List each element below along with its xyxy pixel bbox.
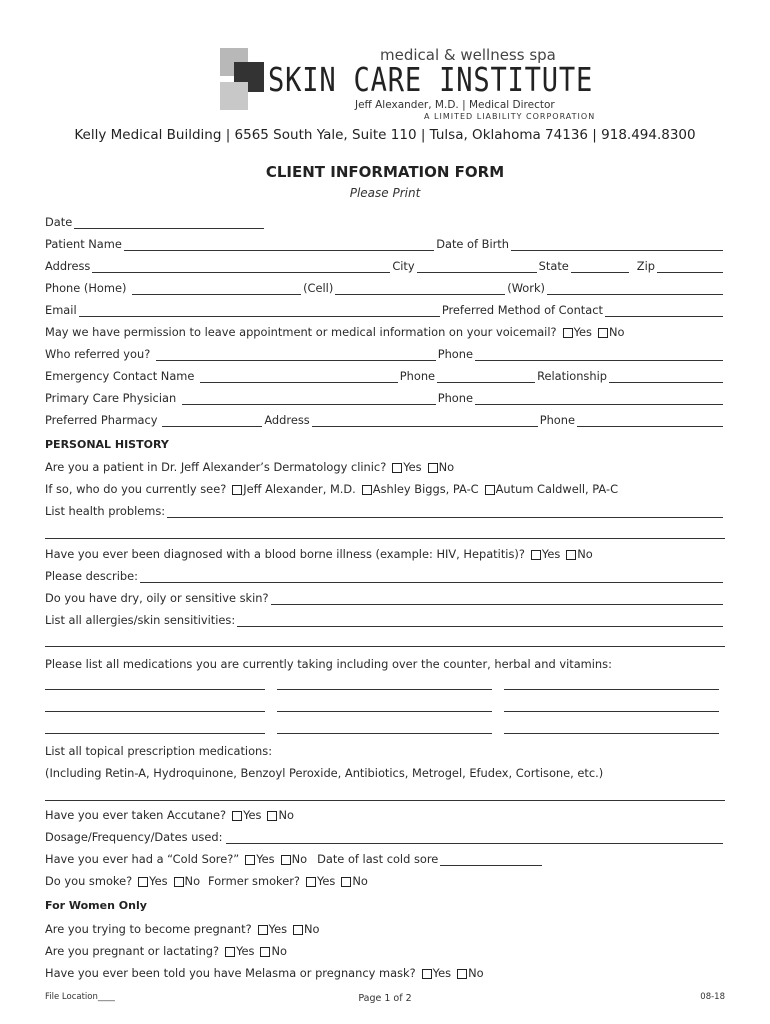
voicemail-yes-label: Yes <box>573 325 592 339</box>
blood-no-checkbox[interactable] <box>566 550 576 560</box>
primary-care-phone-label: Phone <box>437 391 473 405</box>
voicemail-no-label: No <box>608 325 625 339</box>
last-cold-sore-label: Date of last cold sore <box>317 852 439 866</box>
zip-label: Zip <box>636 259 655 273</box>
row-blood <box>45 545 725 561</box>
doctor-2-checkbox[interactable] <box>485 485 495 495</box>
pregnant-now-yes-label: Yes <box>236 944 255 958</box>
voicemail-question: May we have permission to leave appointment or medical information on your voicemail? <box>45 325 557 339</box>
logo-tagline: medical & wellness spa <box>380 46 556 64</box>
dob-field[interactable] <box>511 239 723 251</box>
state-label: State <box>538 259 569 273</box>
derm-yes-label: Yes <box>403 460 422 474</box>
row-smoke <box>45 872 725 888</box>
logo-brand: SKIN CARE INSTITUTE <box>268 60 594 99</box>
row-dosage <box>45 828 725 844</box>
address-label: Address <box>45 259 91 273</box>
clinic-address: Kelly Medical Building | 6565 South Yale, Suite 110 | Tulsa, Oklahoma 74136 | 918.494.8300 <box>74 127 696 143</box>
row-emergency <box>45 367 725 383</box>
emergency-phone-label: Phone <box>399 369 436 383</box>
row-phones <box>45 279 725 295</box>
medications-label: Please list all medications you are currently taking including over the counter, herbal and vitamins: <box>45 657 612 671</box>
former-no-label: No <box>352 874 368 888</box>
city-label: City <box>392 259 415 273</box>
accutane-question: Have you ever taken Accutane? <box>45 808 227 822</box>
patient-name-label: Patient Name <box>45 237 122 251</box>
row-skin <box>45 589 725 605</box>
cold-sore-yes-label: Yes <box>256 852 275 866</box>
address-field[interactable] <box>92 261 390 273</box>
emergency-label: Emergency Contact Name <box>45 369 195 383</box>
referred-phone-field[interactable] <box>475 349 723 361</box>
medication-line[interactable] <box>504 711 719 712</box>
melasma-yes-label: Yes <box>432 966 452 980</box>
cell-label: (Cell) <box>303 281 334 295</box>
row-derm <box>45 458 725 474</box>
medication-line[interactable] <box>504 733 719 734</box>
former-yes-checkbox[interactable] <box>306 877 316 887</box>
derm-question: Are you a patient in Dr. Jeff Alexander’s Dermatology clinic? <box>45 460 387 474</box>
allergies-field[interactable] <box>237 615 723 627</box>
doctor-1-label: Ashley Biggs, PA-C <box>372 482 479 496</box>
women-heading: For Women Only <box>45 899 147 912</box>
row-referred <box>45 345 725 361</box>
row-melasma <box>45 964 725 980</box>
page-number: Page 1 of 2 <box>358 993 412 1004</box>
city-field[interactable] <box>417 261 537 273</box>
blood-question: Have you ever been diagnosed with a blood borne illness (example: HIV, Hepatitis)? <box>45 547 525 561</box>
pharmacy-address-label: Address <box>264 413 310 427</box>
pregnant-now-no-label: No <box>271 944 287 958</box>
referred-phone-label: Phone <box>437 347 473 361</box>
pregnant-now-yes-checkbox[interactable] <box>225 947 235 957</box>
health-problems-label: List health problems: <box>45 504 166 518</box>
medication-line[interactable] <box>45 689 265 690</box>
accutane-no-label: No <box>278 808 294 822</box>
doctor-0-checkbox[interactable] <box>232 485 242 495</box>
describe-field[interactable] <box>140 571 723 583</box>
derm-yes-checkbox[interactable] <box>392 463 402 473</box>
row-patient <box>45 235 725 251</box>
allergies-line-2[interactable] <box>45 646 725 647</box>
pharmacy-phone-field[interactable] <box>577 415 723 427</box>
row-allergies <box>45 611 725 627</box>
email-label: Email <box>45 303 77 317</box>
dosage-label: Dosage/Frequency/Dates used: <box>45 830 223 844</box>
voicemail-yes-checkbox[interactable] <box>563 328 573 338</box>
skin-question: Do you have dry, oily or sensitive skin? <box>45 591 269 605</box>
pharmacy-phone-label: Phone <box>539 413 575 427</box>
dosage-field[interactable] <box>226 832 723 844</box>
smoke-yes-checkbox[interactable] <box>138 877 148 887</box>
file-location: File Location____ <box>45 992 115 1002</box>
row-accutane <box>45 806 725 822</box>
row-who-see <box>45 480 725 496</box>
blood-yes-label: Yes <box>541 547 561 561</box>
skin-field[interactable] <box>271 593 723 605</box>
voicemail-no-checkbox[interactable] <box>598 328 608 338</box>
medication-line[interactable] <box>45 711 265 712</box>
row-medications <box>45 655 725 671</box>
medication-line[interactable] <box>504 689 719 690</box>
pregnant-now-question: Are you pregnant or lactating? <box>45 944 220 958</box>
row-primary-care <box>45 389 725 405</box>
preferred-contact-label: Preferred Method of Contact <box>441 303 603 317</box>
smoke-yes-label: Yes <box>149 874 168 888</box>
smoke-question: Do you smoke? <box>45 874 133 888</box>
topical-line[interactable] <box>45 800 725 801</box>
work-label: (Work) <box>507 281 545 295</box>
emergency-field[interactable] <box>200 371 397 383</box>
form-subtitle: Please Print <box>349 186 421 200</box>
cell-field[interactable] <box>335 283 505 295</box>
medication-line[interactable] <box>277 711 492 712</box>
pregnant-now-no-checkbox[interactable] <box>260 947 270 957</box>
pregnant-try-no-checkbox[interactable] <box>293 925 303 935</box>
row-email <box>45 301 725 317</box>
health-problems-line-2[interactable] <box>45 538 725 539</box>
derm-no-label: No <box>438 460 455 474</box>
row-pregnant-try <box>45 920 725 936</box>
melasma-yes-checkbox[interactable] <box>422 969 432 979</box>
row-topical <box>45 742 725 758</box>
smoke-no-label: No <box>184 874 201 888</box>
pharmacy-address-field[interactable] <box>312 415 538 427</box>
melasma-question: Have you ever been told you have Melasma or pregnancy mask? <box>45 966 416 980</box>
melasma-no-label: No <box>468 966 484 980</box>
cold-sore-question: Have you ever had a “Cold Sore?” <box>45 852 240 866</box>
state-field[interactable] <box>571 261 629 273</box>
pharmacy-field[interactable] <box>162 415 263 427</box>
medication-line[interactable] <box>277 733 492 734</box>
personal-history-heading: PERSONAL HISTORY <box>45 438 169 451</box>
topical-examples: (Including Retin-A, Hydroquinone, Benzoyl Peroxide, Antibiotics, Metrogel, Efudex, Cortisone, etc.) <box>45 766 604 780</box>
row-describe <box>45 567 725 583</box>
last-cold-sore-field[interactable] <box>440 854 542 866</box>
accutane-yes-checkbox[interactable] <box>232 811 242 821</box>
row-health-problems <box>45 502 725 518</box>
primary-care-phone-field[interactable] <box>475 393 723 405</box>
referred-field[interactable] <box>156 349 435 361</box>
melasma-no-checkbox[interactable] <box>457 969 467 979</box>
row-date <box>45 213 725 229</box>
blood-yes-checkbox[interactable] <box>531 550 541 560</box>
health-problems-field[interactable] <box>167 506 723 518</box>
logo-square-lower <box>220 82 248 110</box>
former-smoker-label: Former smoker? <box>208 874 300 888</box>
primary-care-label: Primary Care Physician <box>45 391 177 405</box>
medication-line[interactable] <box>45 733 265 734</box>
emergency-phone-field[interactable] <box>437 371 535 383</box>
row-topical-examples <box>45 764 725 780</box>
zip-field[interactable] <box>657 261 723 273</box>
who-see-label: If so, who do you currently see? <box>45 482 227 496</box>
former-no-checkbox[interactable] <box>341 877 351 887</box>
patient-name-field[interactable] <box>124 239 434 251</box>
logo-director: Jeff Alexander, M.D. | Medical Director <box>355 99 555 111</box>
form-code: 08-18 <box>700 992 725 1002</box>
relationship-label: Relationship <box>537 369 607 383</box>
medication-line[interactable] <box>277 689 492 690</box>
form-title: CLIENT INFORMATION FORM <box>265 163 505 181</box>
pregnant-try-yes-label: Yes <box>268 922 288 936</box>
accutane-yes-label: Yes <box>243 808 262 822</box>
former-yes-label: Yes <box>316 874 336 888</box>
doctor-2-label: Autum Caldwell, PA-C <box>495 482 619 496</box>
describe-label: Please describe: <box>45 569 138 583</box>
pharmacy-label: Preferred Pharmacy <box>45 413 158 427</box>
work-field[interactable] <box>547 283 723 295</box>
doctor-1-checkbox[interactable] <box>362 485 372 495</box>
blood-no-label: No <box>577 547 593 561</box>
date-label: Date <box>45 215 73 229</box>
pregnant-try-yes-checkbox[interactable] <box>258 925 268 935</box>
phone-home-label: Phone (Home) <box>45 281 127 295</box>
row-cold-sore <box>45 850 725 866</box>
allergies-label: List all allergies/skin sensitivities: <box>45 613 236 627</box>
pregnant-try-question: Are you trying to become pregnant? <box>45 922 252 936</box>
derm-no-checkbox[interactable] <box>428 463 438 473</box>
accutane-no-checkbox[interactable] <box>267 811 277 821</box>
cold-sore-no-label: No <box>291 852 308 866</box>
date-field[interactable] <box>74 217 264 229</box>
row-pregnant-now <box>45 942 725 958</box>
primary-care-field[interactable] <box>182 393 436 405</box>
dob-label: Date of Birth <box>436 237 509 251</box>
cold-sore-no-checkbox[interactable] <box>281 855 291 865</box>
preferred-contact-field[interactable] <box>605 305 723 317</box>
row-address <box>45 257 725 273</box>
smoke-no-checkbox[interactable] <box>174 877 184 887</box>
pregnant-try-no-label: No <box>304 922 320 936</box>
referred-label: Who referred you? <box>45 347 151 361</box>
cold-sore-yes-checkbox[interactable] <box>245 855 255 865</box>
phone-home-field[interactable] <box>132 283 301 295</box>
row-pharmacy <box>45 411 725 427</box>
doctor-0-label: Jeff Alexander, M.D. <box>243 482 356 496</box>
email-field[interactable] <box>79 305 440 317</box>
row-voicemail <box>45 323 725 339</box>
topical-label: List all topical prescription medications: <box>45 744 273 758</box>
logo-corp: A LIMITED LIABILITY CORPORATION <box>424 112 596 121</box>
relationship-field[interactable] <box>609 371 723 383</box>
